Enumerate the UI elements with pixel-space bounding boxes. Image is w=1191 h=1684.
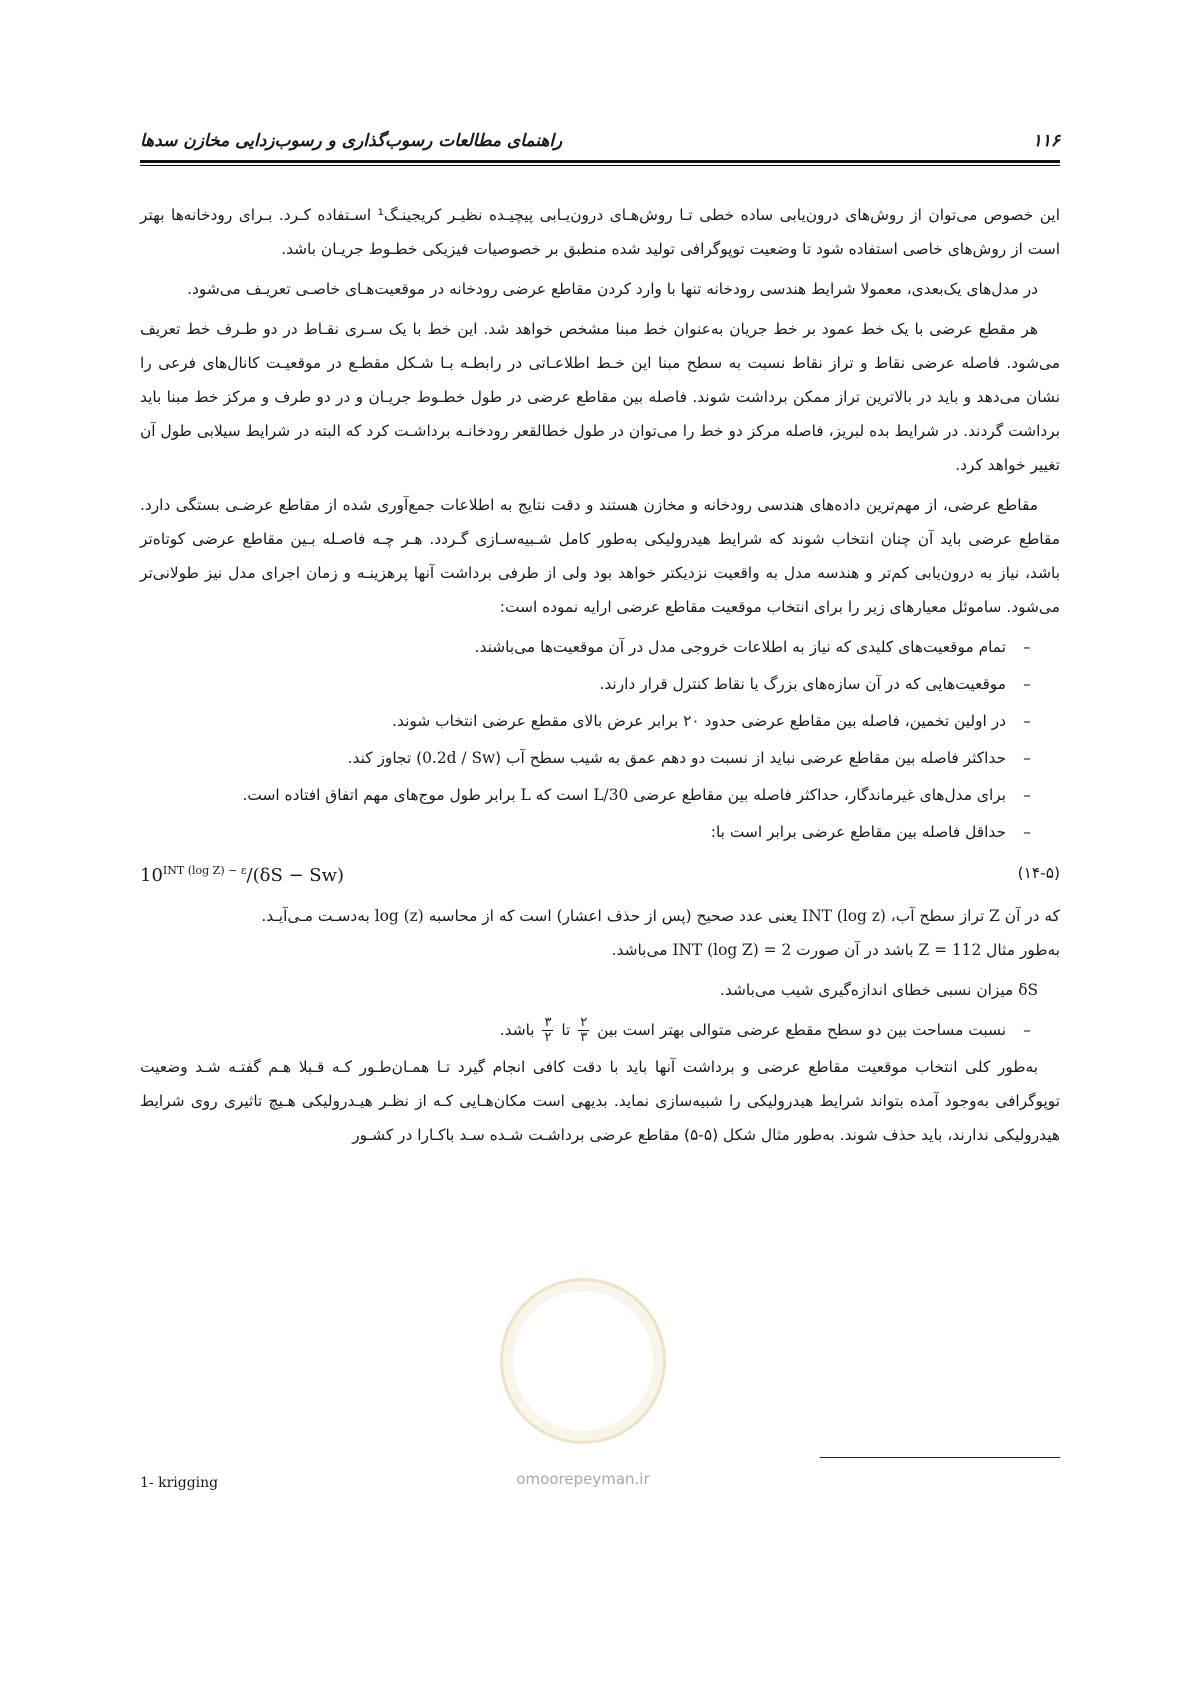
page-number: ۱۱۶ [1032,131,1060,151]
math-inline: δS [1018,981,1038,999]
math-inline: INT (log z) [802,907,886,925]
dash-bullet: – [1023,638,1031,656]
paragraph: هر مقطع عرضی با یک خط عمود بر خط جریان به‌عنوان خط مبنا مشخص خواهد شد. این خط با یک سـری نقـاط در دو طـرف خط تعریف می‌شود. فاصله عرضی نقاط و تراز نقاط نسبت به سطح مبنا این خـط اطلاعـاتی در رابطـه بـا شـکل مقطـع در موقعیـت کانال‌های فرعی را نشان می‌دهد و باید در بالاترین تراز ممکن برداشت شوند. فاصله بین مقاطع عرضی در طول خطـوط جریـان و در دو طرف و مرکز خط مبنا باید برداشت گردند. در شرایط بده لبریز، فاصله مرکز دو خط را می‌توان در طول خطالقعر رودخانـه برداشـت کرد که البته در شرایط سیلابی طول آن تغییر خواهد کرد. [140,320,1060,474]
fraction-numerator: ۲ [580,1015,588,1030]
dash-bullet: – [1023,749,1031,767]
text-run: میزان نسبی خطای اندازه‌گیری شیب می‌باشد. [720,981,1014,999]
area-ratio-list [140,1013,1060,1047]
header-rule [140,160,1060,163]
list-item-text [348,741,1006,775]
list-item-text: موقعیت‌هایی که در آن سازه‌های بزرگ یا نقاط کنترل قرار دارند. [599,675,1006,693]
paragraph [140,899,1060,967]
fraction-numerator: ۳ [544,1015,552,1030]
dash-bullet: – [1023,1021,1031,1039]
text-run: برابر طول موج‌های مهم اتفاق افتاده است. [242,786,516,804]
fraction-denominator: ۲ [544,1030,552,1045]
paragraph [140,973,1060,1007]
dash-bullet: – [1023,712,1031,730]
criteria-list [140,630,1060,849]
list-item-text: تمام موقعیت‌های کلیدی که نیاز به اطلاعات خروجی مدل در آن موقعیت‌ها می‌باشند. [474,638,1006,656]
book-title: راهنمای مطالعات رسوب‌گذاری و رسوب‌زدایی مخازن سدها [140,131,563,151]
math-inline: log (z) [374,907,424,925]
list-item-text [242,778,1006,812]
list-item [140,815,1038,849]
math-inline: L/30 [593,786,629,804]
paragraph: مقاطع عرضی، از مهم‌ترین داده‌های هندسی رودخانه و مخازن هستند و دقت نتایج به اطلاعات جمع‌آوری شده از مقاطع عرضـی بستگی دارد. مقاطع عرضی باید آن چنان انتخاب شوند که شرایط هیدرولیکی به‌طور کامل شـبیه‌سـازی گـردد. هـر چـه فاصـله بـین مقاطع عرضی کوتاه‌تر باشد، نیاز به درون‌یابی کم‌تر و هندسه مدل به واقعیت نزدیکتر خواهد بود ولی از طرفی برداشت آنها پرهزینـه و زمان اجرای مدل نیز طولانی‌تر می‌شود. ساموئل معیارهای زیر را برای انتخاب موقعیت مقاطع عرضی ارایه نموده است: [140,496,1060,616]
text-run: به‌طور مثال [986,941,1060,959]
list-item [140,667,1038,701]
eq-denominator: /(δS − Sw) [246,864,345,886]
footnote: 1- krigging [140,1475,219,1491]
math-inline: Z [989,907,1000,925]
watermark-url: omoorepeyman.ir [516,1470,650,1488]
header-rule-thin [140,165,1060,166]
footnote-rule [820,1457,1060,1458]
paragraph: در مدل‌های یک‌بعدی، معمولا شرایط هندسی رودخانه تنها با وارد کردن مقاطع عرضی رودخانه در موقعیت‌هـای خاصـی تعریـف می‌شود. [187,280,1038,298]
eq-exponent: INT (log Z) − ε [162,863,247,877]
list-item [140,778,1038,812]
text-run: ) تجاوز کند. [347,749,423,767]
equation-block [140,853,1060,893]
math-inline: Z = 112 [918,941,982,959]
paragraph: این خصوص می‌توان از روش‌های درون‌یابی ساده خطی تـا روش‌هـای درون‌یـابی پیچیـده نظیـر کریجینـگ¹ اسـتفاده کـرد. بـرای رودخانه‌ها بهتر است از روش‌های خاصی استفاده شود تا وضعیت توپوگرافی تولید شده منطبق بر خصوصیات فیزیکی خطـوط جریـان باشد. [140,206,1060,258]
math-inline: L [520,786,531,804]
equation-formula [140,854,344,893]
list-item-text [500,1013,1006,1047]
math-inline: 0.2d / Sw [422,749,496,767]
text-run: به‌دسـت مـی‌آیـد. [261,907,370,925]
math-inline: INT (log Z) = 2 [672,941,792,959]
page-body [140,198,1060,1158]
text-run: یعنی عدد صحیح (پس از حذف اعشار) است که از محاسبه [428,907,798,925]
list-item [140,1013,1038,1047]
text-run: که در آن [1004,907,1060,925]
list-item [140,741,1038,775]
list-item-text: حداقل فاصله بین مقاطع عرضی برابر است با: [710,823,1006,841]
text-run: است که [535,786,589,804]
text-run: برای مدل‌های غیرماندگار، حداکثر فاصله بین مقاطع عرضی [633,786,1006,804]
text-run: تا [561,1021,571,1039]
list-item-text: در اولین تخمین، فاصله بین مقاطع عرضی حدود ۲۰ برابر عرض بالای مقطع عرضی انتخاب شوند. [392,712,1006,730]
dash-bullet: – [1023,786,1031,804]
text-run: حداکثر فاصله بین مقاطع عرضی نباید از نسبت دو دهم عمق به شیب سطح آب ( [495,749,1006,767]
dash-bullet: – [1023,675,1031,693]
text-run: می‌باشد. [611,941,668,959]
list-item [140,630,1038,664]
running-header [140,128,1060,154]
equation-number: (۱۴-۵) [1017,864,1060,882]
eq-base: 10 [140,864,163,886]
text-run: تراز سطح آب، [890,907,985,925]
text-run: باشد. [499,1021,535,1039]
paragraph: به‌طور کلی انتخاب موقعیت مقاطع عرضی و برداشت آنها باید با دقت کافی انجام گیرد تـا همـان‌طـور کـه قـبلا هـم گفتـه شـد وضعیت توپوگرافی به‌وجود آمده بتواند شرایط هیدرولیکی را شبیه‌سازی نماید. بدیهی است مکان‌هـایی کـه از نظـر هیـدرولیکی هـیچ تاثیری روی شرایط هیدرولیکی ندارند، باید حذف شوند. به‌طور مثال شکل (۵-۵) مقاطع عرضی برداشـت شـده سـد باکـارا در کشـور [140,1058,1060,1144]
watermark-seal [500,1278,666,1444]
list-item [140,704,1038,738]
dash-bullet: – [1023,823,1031,841]
text-run: باشد در آن صورت [796,941,914,959]
fraction [578,1016,589,1045]
fraction [542,1016,553,1045]
fraction-denominator: ۳ [580,1030,588,1045]
text-run: نسبت مساحت بین دو سطح مقطع عرضی متوالی بهتر است بین [597,1021,1006,1039]
